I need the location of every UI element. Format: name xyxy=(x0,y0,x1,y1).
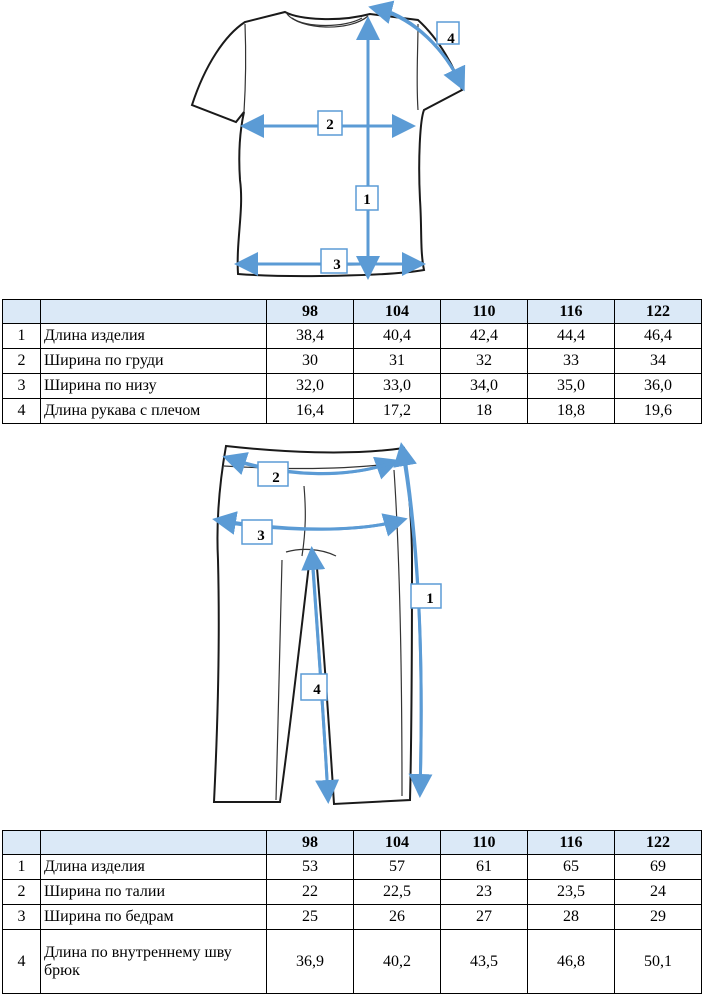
row-number: 2 xyxy=(3,349,41,374)
row-label: Ширина по низу xyxy=(41,374,267,399)
row-number: 2 xyxy=(3,880,41,905)
cell-value: 28 xyxy=(528,905,615,930)
cell-value: 34 xyxy=(615,349,702,374)
row-number: 1 xyxy=(3,324,41,349)
cell-value: 61 xyxy=(441,855,528,880)
header-cell xyxy=(3,300,41,324)
pants-marker-2 xyxy=(258,462,288,486)
header-size-98: 98 xyxy=(267,300,354,324)
table-row xyxy=(3,374,702,399)
pants-marker-4 xyxy=(301,674,327,700)
tshirt-marker-1 xyxy=(356,186,378,210)
table-row xyxy=(3,855,702,880)
cell-value: 36,9 xyxy=(267,930,354,994)
tshirt-outline xyxy=(192,12,462,276)
svg-text:3: 3 xyxy=(257,528,265,544)
svg-text:1: 1 xyxy=(426,591,434,607)
cell-value: 24 xyxy=(615,880,702,905)
row-label: Длина по внутреннему шву брюк xyxy=(41,930,267,994)
table-row xyxy=(3,930,702,994)
cell-value: 65 xyxy=(528,855,615,880)
cell-value: 36,0 xyxy=(615,374,702,399)
cell-value: 19,6 xyxy=(615,399,702,424)
cell-value: 22,5 xyxy=(354,880,441,905)
header-size-116: 116 xyxy=(528,831,615,855)
row-label: Ширина по груди xyxy=(41,349,267,374)
header-size-104: 104 xyxy=(354,831,441,855)
table-header-row xyxy=(3,831,702,855)
table-row xyxy=(3,349,702,374)
row-label: Ширина по талии xyxy=(41,880,267,905)
svg-text:2: 2 xyxy=(326,117,334,133)
header-cell xyxy=(3,831,41,855)
row-label: Ширина по бедрам xyxy=(41,905,267,930)
cell-value: 22 xyxy=(267,880,354,905)
pants-marker-3 xyxy=(242,520,272,544)
header-cell xyxy=(41,831,267,855)
cell-value: 35,0 xyxy=(528,374,615,399)
tshirt-marker-2 xyxy=(318,111,342,135)
row-number: 4 xyxy=(3,930,41,994)
cell-value: 57 xyxy=(354,855,441,880)
header-size-110: 110 xyxy=(441,300,528,324)
svg-text:3: 3 xyxy=(333,257,341,273)
table-header-row xyxy=(3,300,702,324)
cell-value: 26 xyxy=(354,905,441,930)
header-cell xyxy=(41,300,267,324)
cell-value: 32,0 xyxy=(267,374,354,399)
header-size-116: 116 xyxy=(528,300,615,324)
svg-text:1: 1 xyxy=(363,192,371,208)
table-row xyxy=(3,905,702,930)
header-size-122: 122 xyxy=(615,300,702,324)
cell-value: 18,8 xyxy=(528,399,615,424)
cell-value: 46,4 xyxy=(615,324,702,349)
table-row xyxy=(3,399,702,424)
cell-value: 23,5 xyxy=(528,880,615,905)
pants-marker-1 xyxy=(411,584,441,608)
cell-value: 33 xyxy=(528,349,615,374)
cell-value: 43,5 xyxy=(441,930,528,994)
tshirt-marker-3 xyxy=(321,249,347,273)
header-size-122: 122 xyxy=(615,831,702,855)
pants-size-table xyxy=(2,830,702,994)
row-number: 3 xyxy=(3,905,41,930)
cell-value: 29 xyxy=(615,905,702,930)
cell-value: 44,4 xyxy=(528,324,615,349)
svg-text:4: 4 xyxy=(447,31,455,47)
cell-value: 18 xyxy=(441,399,528,424)
cell-value: 25 xyxy=(267,905,354,930)
cell-value: 30 xyxy=(267,349,354,374)
svg-text:2: 2 xyxy=(272,470,280,486)
cell-value: 32 xyxy=(441,349,528,374)
table-row xyxy=(3,880,702,905)
svg-text:4: 4 xyxy=(313,682,321,698)
cell-value: 38,4 xyxy=(267,324,354,349)
cell-value: 46,8 xyxy=(528,930,615,994)
cell-value: 31 xyxy=(354,349,441,374)
cell-value: 16,4 xyxy=(267,399,354,424)
row-label: Длина изделия xyxy=(41,855,267,880)
cell-value: 40,2 xyxy=(354,930,441,994)
row-number: 1 xyxy=(3,855,41,880)
cell-value: 40,4 xyxy=(354,324,441,349)
row-number: 4 xyxy=(3,399,41,424)
cell-value: 17,2 xyxy=(354,399,441,424)
cell-value: 42,4 xyxy=(441,324,528,349)
header-size-104: 104 xyxy=(354,300,441,324)
tshirt-size-table xyxy=(2,299,702,424)
tshirt-marker-4 xyxy=(437,22,459,47)
header-size-98: 98 xyxy=(267,831,354,855)
cell-value: 23 xyxy=(441,880,528,905)
row-label: Длина изделия xyxy=(41,324,267,349)
cell-value: 53 xyxy=(267,855,354,880)
table-row xyxy=(3,324,702,349)
cell-value: 34,0 xyxy=(441,374,528,399)
header-size-110: 110 xyxy=(441,831,528,855)
cell-value: 50,1 xyxy=(615,930,702,994)
row-number: 3 xyxy=(3,374,41,399)
pants-outline xyxy=(214,446,412,804)
cell-value: 27 xyxy=(441,905,528,930)
cell-value: 33,0 xyxy=(354,374,441,399)
row-label: Длина рукава с плечом xyxy=(41,399,267,424)
cell-value: 69 xyxy=(615,855,702,880)
